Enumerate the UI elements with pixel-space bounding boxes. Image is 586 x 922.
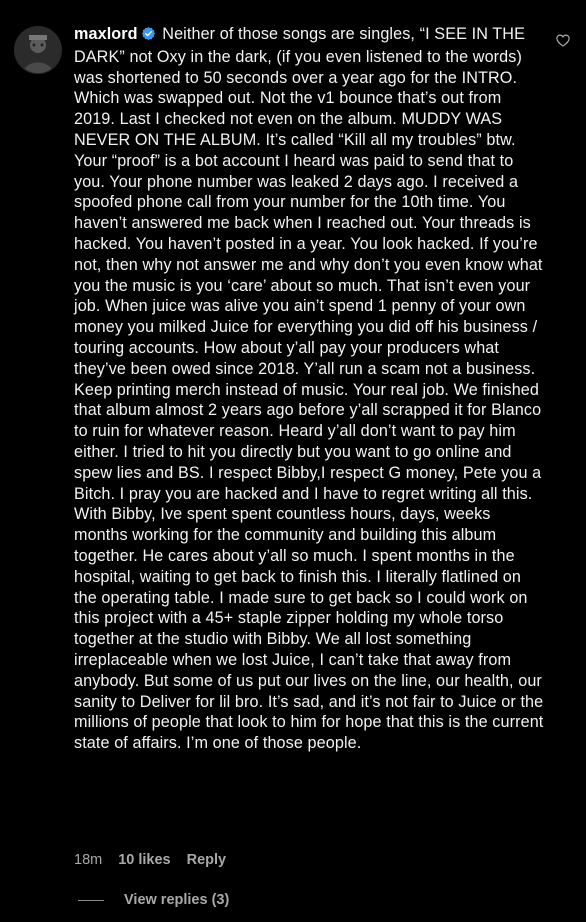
reply-button[interactable]: Reply bbox=[186, 852, 227, 868]
likes-count[interactable]: 10 likes bbox=[118, 852, 171, 868]
comment-meta bbox=[74, 852, 226, 868]
view-replies-label: View replies (3) bbox=[124, 892, 230, 908]
comment-paragraph-1: Neither of those songs are singles, “I SEE IN THE DARK” not Oxy in the dark, (if you even listened to the words) was shortened to 50 seconds over a year ago for the INTRO. Which was swapped out. Not the v1 bounce that’s out from 2019. Last I checked not even on the album. MUDDY WAS NEVER ON THE ALBUM. It’s called “Kill all my troubles” btw. Your “proof” is a bot account I heard was paid to send that to you. Your phone number was leaked 2 days ago. I received a spoofed phone call from your number for the 10th time. You haven’t answered me back when I reached out. Your threads is hacked. You haven’t posted in a year. You look hacked. If you’re not, then why not answer me and why don’t you even know what you the music is you ‘care’ about so much. That isn’t even your job. When juice was alive you ain’t spend 1 penny of your own money you milked Juice for everything you did off his business / touring accounts. How about y’all pay your producers what they’ve been owed since 2018. Y’all run a scam not a business. bbox=[74, 25, 548, 378]
comment-body bbox=[74, 24, 548, 754]
comment-text bbox=[74, 24, 548, 754]
heart-outline-icon[interactable] bbox=[556, 34, 570, 47]
verified-badge-icon bbox=[141, 26, 156, 47]
view-replies-button[interactable] bbox=[78, 892, 229, 908]
comment-time: 18m bbox=[74, 852, 103, 868]
replies-divider bbox=[78, 900, 104, 901]
username[interactable]: maxlord bbox=[74, 25, 138, 43]
avatar-image bbox=[15, 27, 61, 73]
avatar[interactable] bbox=[14, 26, 62, 74]
comment-paragraph-2: Keep printing merch instead of music. Your real job. We finished that album almost 2 years ago before y’all scrapped it for Blanco to ruin for whatever reason. Heard y’all don’t want to pay him either. I tried to hit you directly but you want to go online and spew lies and BS. I respect Bibby,I respect G money, Pete you a Bitch. I pray you are hacked and I have to regret writing all this. With Bibby, Ive spent spent countless hours, days, weeks months working for the community and building this album together. He cares about y’all so much. I spent months in the hospital, waiting to get back to finish this. I literally flatlined on the operating table. I made sure to get back so I could work on this project with a 45+ staple zipper holding my whole torso together at the studio with Bibby. We all lost something irreplaceable when we lost Juice, I can’t take that away from anybody. But some of us put our lives on the line, our health, our sanity to Deliver for lil bro. It’s sad, and it’s not fair to Juice or the millions of people that look to him for hope that this is the current state of affairs. I’m one of those people. bbox=[74, 380, 548, 753]
